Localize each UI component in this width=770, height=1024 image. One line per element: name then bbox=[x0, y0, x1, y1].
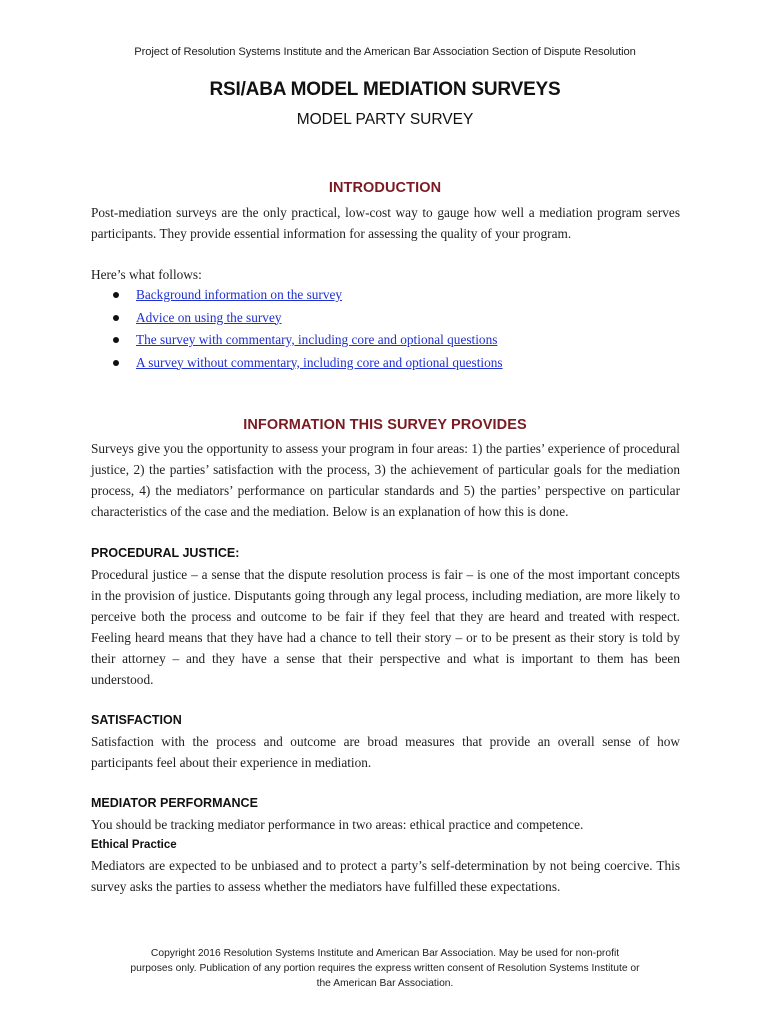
link-survey-with-commentary[interactable]: The survey with commentary, including core and optional questions bbox=[136, 332, 498, 347]
procedural-justice-paragraph: Procedural justice – a sense that the dispute resolution process is fair – is one of the most important concepts in the provision of justice. Disputants going through any legal process, including mediation, are more likely to perceive both the process and outcome to be fair if they feel that they are heard and treated with respect. Feeling heard means that they have had a chance to tell their story – or to be present as their story is told by their attorney – and they have a sense that their perspective and what is important to them has been understood. bbox=[91, 567, 680, 687]
information-paragraph: Surveys give you the opportunity to assess your program in four areas: 1) the parties’ experience of procedural justice, 2) the parties’ satisfaction with the process, 3) the achievement of particular goals for the mediation process, 4) the mediators’ performance on particular standards and 5) the parties’ perspective on particular characteristics of the case and the mediation. Below is an explanation of how this is done. bbox=[91, 441, 680, 519]
ethical-practice-heading: Ethical Practice bbox=[91, 839, 177, 851]
satisfaction-paragraph: Satisfaction with the process and outcome are broad measures that provide an overall sense of how participants feel about their experience in mediation. bbox=[91, 734, 680, 770]
information-heading: INFORMATION THIS SURVEY PROVIDES bbox=[243, 417, 527, 433]
contents-list bbox=[91, 284, 691, 374]
follows-label: Here’s what follows: bbox=[91, 267, 202, 282]
copyright-footer bbox=[0, 946, 770, 991]
satisfaction-heading: SATISFACTION bbox=[91, 713, 182, 727]
link-advice[interactable]: Advice on using the survey bbox=[136, 309, 282, 325]
introduction-paragraph: Post-mediation surveys are the only practical, low-cost way to gauge how well a mediation program serves participants. They provide essential information for assessing the quality of your program. bbox=[91, 205, 680, 241]
procedural-justice-heading: PROCEDURAL JUSTICE: bbox=[91, 546, 240, 560]
mediator-performance-paragraph: You should be tracking mediator performance in two areas: ethical practice and competence. bbox=[91, 817, 584, 832]
list-item bbox=[91, 307, 691, 330]
ethical-practice-paragraph: Mediators are expected to be unbiased and to protect a party’s self-determination by not being coercive. This survey asks the parties to assess whether the mediators have fulfilled these expectations. bbox=[91, 858, 680, 894]
mediator-performance-heading: MEDIATOR PERFORMANCE bbox=[91, 796, 258, 810]
page-subtitle: MODEL PARTY SURVEY bbox=[296, 111, 474, 128]
page-title: RSI/ABA MODEL MEDIATION SURVEYS bbox=[209, 79, 561, 100]
footer-line: purposes only. Publication of any portion requires the express written consent of Resolution Systems Institute or bbox=[130, 963, 640, 974]
link-survey-without-commentary[interactable]: A survey without commentary, including core and optional questions bbox=[136, 354, 503, 370]
footer-line: Copyright 2016 Resolution Systems Institute and American Bar Association. May be used for non-profit bbox=[150, 948, 620, 959]
introduction-heading: INTRODUCTION bbox=[328, 180, 442, 196]
bullet-icon bbox=[113, 315, 119, 321]
footer-line: the American Bar Association. bbox=[316, 978, 454, 989]
link-background-info[interactable]: Background information on the survey bbox=[136, 287, 343, 302]
bullet-icon bbox=[113, 292, 119, 298]
list-item bbox=[91, 352, 691, 375]
bullet-icon bbox=[113, 337, 119, 343]
list-item bbox=[91, 329, 691, 352]
bullet-icon bbox=[113, 360, 119, 366]
list-item bbox=[91, 284, 691, 307]
project-line: Project of Resolution Systems Institute and the American Bar Association Section of Dispute Resolution bbox=[134, 46, 636, 58]
